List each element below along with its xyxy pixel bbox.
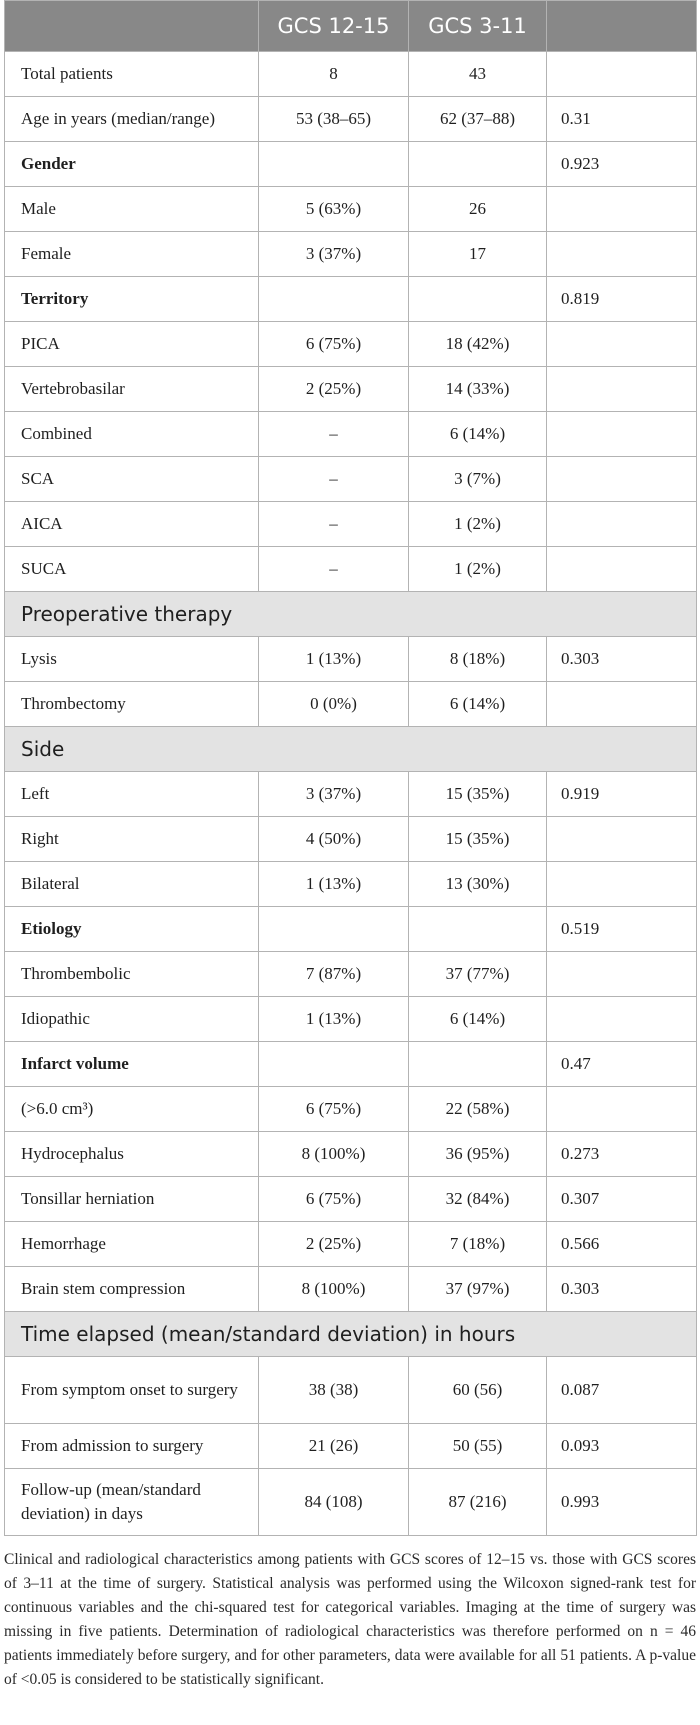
- section-header-row: [5, 727, 697, 772]
- gcs-3-11-value: [409, 1042, 547, 1087]
- header-blank: [5, 1, 259, 52]
- row-label: (>6.0 cm³): [5, 1087, 259, 1132]
- row-label: Brain stem compression: [5, 1267, 259, 1312]
- header-gcs-12-15: GCS 12-15: [259, 1, 409, 52]
- table-row: [5, 52, 697, 97]
- gcs-12-15-value: 8 (100%): [259, 1267, 409, 1312]
- gcs-12-15-value: [259, 142, 409, 187]
- gcs-12-15-value: 7 (87%): [259, 952, 409, 997]
- gcs-12-15-value: 3 (37%): [259, 232, 409, 277]
- table-row: [5, 907, 697, 952]
- row-label: Hydrocephalus: [5, 1132, 259, 1177]
- p-value: [547, 997, 697, 1042]
- section-header-row: [5, 592, 697, 637]
- gcs-12-15-value: 38 (38): [259, 1357, 409, 1424]
- gcs-3-11-value: 14 (33%): [409, 367, 547, 412]
- gcs-3-11-value: [409, 142, 547, 187]
- table-row: [5, 457, 697, 502]
- gcs-3-11-value: 6 (14%): [409, 682, 547, 727]
- gcs-12-15-value: 6 (75%): [259, 322, 409, 367]
- gcs-3-11-value: 22 (58%): [409, 1087, 547, 1132]
- row-label: Follow-up (mean/standard deviation) in days: [5, 1469, 259, 1536]
- row-label: Gender: [5, 142, 259, 187]
- p-value: 0.087: [547, 1357, 697, 1424]
- p-value: [547, 862, 697, 907]
- gcs-3-11-value: 1 (2%): [409, 502, 547, 547]
- table-row: [5, 322, 697, 367]
- gcs-12-15-value: 1 (13%): [259, 997, 409, 1042]
- section-label: Time elapsed (mean/standard deviation) in hours: [5, 1312, 697, 1357]
- row-label: Hemorrhage: [5, 1222, 259, 1267]
- row-label: Combined: [5, 412, 259, 457]
- row-label: Idiopathic: [5, 997, 259, 1042]
- p-value: 0.993: [547, 1469, 697, 1536]
- row-label: SUCA: [5, 547, 259, 592]
- gcs-3-11-value: 15 (35%): [409, 817, 547, 862]
- gcs-12-15-value: 8 (100%): [259, 1132, 409, 1177]
- table-row: [5, 1222, 697, 1267]
- gcs-12-15-value: –: [259, 412, 409, 457]
- row-label: Etiology: [5, 907, 259, 952]
- gcs-3-11-value: [409, 907, 547, 952]
- row-label: From symptom onset to surgery: [5, 1357, 259, 1424]
- row-label: Vertebrobasilar: [5, 367, 259, 412]
- p-value: [547, 322, 697, 367]
- row-label: Tonsillar herniation: [5, 1177, 259, 1222]
- gcs-3-11-value: 6 (14%): [409, 412, 547, 457]
- table-body: [5, 52, 697, 1536]
- gcs-3-11-value: 60 (56): [409, 1357, 547, 1424]
- row-label: Territory: [5, 277, 259, 322]
- section-header-row: [5, 1312, 697, 1357]
- gcs-12-15-value: 6 (75%): [259, 1087, 409, 1132]
- p-value: [547, 547, 697, 592]
- row-label: Female: [5, 232, 259, 277]
- table-row: [5, 412, 697, 457]
- table-row: [5, 1424, 697, 1469]
- row-label: Total patients: [5, 52, 259, 97]
- row-label: Age in years (median/range): [5, 97, 259, 142]
- gcs-12-15-value: [259, 1042, 409, 1087]
- p-value: 0.923: [547, 142, 697, 187]
- gcs-12-15-value: 21 (26): [259, 1424, 409, 1469]
- p-value: 0.307: [547, 1177, 697, 1222]
- gcs-3-11-value: 43: [409, 52, 547, 97]
- table-row: [5, 1469, 697, 1536]
- row-label: From admission to surgery: [5, 1424, 259, 1469]
- table-row: [5, 952, 697, 997]
- gcs-12-15-value: [259, 277, 409, 322]
- characteristics-table: [4, 0, 697, 1536]
- gcs-3-11-value: 13 (30%): [409, 862, 547, 907]
- table-row: [5, 367, 697, 412]
- section-label: Side: [5, 727, 697, 772]
- row-label: PICA: [5, 322, 259, 367]
- gcs-3-11-value: [409, 277, 547, 322]
- gcs-3-11-value: 32 (84%): [409, 1177, 547, 1222]
- table-row: [5, 232, 697, 277]
- table-row: [5, 1357, 697, 1424]
- row-label: Left: [5, 772, 259, 817]
- table-row: [5, 187, 697, 232]
- p-value: [547, 412, 697, 457]
- gcs-3-11-value: 8 (18%): [409, 637, 547, 682]
- p-value: [547, 952, 697, 997]
- row-label: AICA: [5, 502, 259, 547]
- p-value: [547, 232, 697, 277]
- gcs-12-15-value: 84 (108): [259, 1469, 409, 1536]
- section-label: Preoperative therapy: [5, 592, 697, 637]
- header-row: [5, 1, 697, 52]
- row-label: Lysis: [5, 637, 259, 682]
- gcs-12-15-value: –: [259, 547, 409, 592]
- p-value: [547, 817, 697, 862]
- row-label: Thrombectomy: [5, 682, 259, 727]
- gcs-3-11-value: 37 (97%): [409, 1267, 547, 1312]
- gcs-3-11-value: 62 (37–88): [409, 97, 547, 142]
- row-label: Bilateral: [5, 862, 259, 907]
- table-row: [5, 1267, 697, 1312]
- p-value: 0.303: [547, 637, 697, 682]
- p-value: 0.566: [547, 1222, 697, 1267]
- gcs-3-11-value: 87 (216): [409, 1469, 547, 1536]
- row-label: SCA: [5, 457, 259, 502]
- gcs-3-11-value: 26: [409, 187, 547, 232]
- row-label: Right: [5, 817, 259, 862]
- p-value: [547, 457, 697, 502]
- p-value: 0.919: [547, 772, 697, 817]
- p-value: [547, 1087, 697, 1132]
- gcs-12-15-value: 2 (25%): [259, 1222, 409, 1267]
- table-caption: Clinical and radiological characteristics among patients with GCS scores of 12–15 vs. those with GCS scores of 3–11 at the time of surgery. Statistical analysis was performed using the Wilcoxon signed-rank test for continuous variables and the chi-squared test for categorical variables. Imaging at the time of surgery was missing in five patients. Determination of radiological characteristics was therefore performed on n = 46 patients immediately before surgery, and for other parameters, data were available for all 51 patients. A p-value of <0.05 is considered to be statistically significant.: [4, 1551, 696, 1688]
- gcs-3-11-value: 36 (95%): [409, 1132, 547, 1177]
- table-row: [5, 637, 697, 682]
- table-row: [5, 547, 697, 592]
- gcs-12-15-value: 53 (38–65): [259, 97, 409, 142]
- p-value: [547, 52, 697, 97]
- gcs-3-11-value: 7 (18%): [409, 1222, 547, 1267]
- gcs-12-15-value: 2 (25%): [259, 367, 409, 412]
- p-value: [547, 187, 697, 232]
- table-row: [5, 997, 697, 1042]
- p-value: 0.519: [547, 907, 697, 952]
- table-row: [5, 1087, 697, 1132]
- gcs-3-11-value: 6 (14%): [409, 997, 547, 1042]
- table-row: [5, 682, 697, 727]
- p-value: 0.31: [547, 97, 697, 142]
- table-row: [5, 502, 697, 547]
- table-row: [5, 1042, 697, 1087]
- row-label: Infarct volume: [5, 1042, 259, 1087]
- gcs-12-15-value: –: [259, 502, 409, 547]
- gcs-12-15-value: 8: [259, 52, 409, 97]
- p-value: 0.273: [547, 1132, 697, 1177]
- table-row: [5, 817, 697, 862]
- gcs-3-11-value: 15 (35%): [409, 772, 547, 817]
- table-row: [5, 1177, 697, 1222]
- gcs-12-15-value: 3 (37%): [259, 772, 409, 817]
- p-value: 0.47: [547, 1042, 697, 1087]
- gcs-3-11-value: 3 (7%): [409, 457, 547, 502]
- p-value: 0.303: [547, 1267, 697, 1312]
- gcs-3-11-value: 18 (42%): [409, 322, 547, 367]
- table-container: [4, 0, 696, 1536]
- gcs-3-11-value: 50 (55): [409, 1424, 547, 1469]
- p-value: 0.819: [547, 277, 697, 322]
- table-row: [5, 1132, 697, 1177]
- p-value: [547, 502, 697, 547]
- table-row: [5, 142, 697, 187]
- gcs-12-15-value: 1 (13%): [259, 637, 409, 682]
- gcs-3-11-value: 1 (2%): [409, 547, 547, 592]
- p-value: [547, 682, 697, 727]
- gcs-3-11-value: 37 (77%): [409, 952, 547, 997]
- table-row: [5, 862, 697, 907]
- p-value: 0.093: [547, 1424, 697, 1469]
- gcs-12-15-value: 5 (63%): [259, 187, 409, 232]
- table-row: [5, 277, 697, 322]
- gcs-3-11-value: 17: [409, 232, 547, 277]
- gcs-12-15-value: 6 (75%): [259, 1177, 409, 1222]
- table-row: [5, 97, 697, 142]
- row-label: Thrombembolic: [5, 952, 259, 997]
- table-row: [5, 772, 697, 817]
- header-p-value: [547, 1, 697, 52]
- row-label: Male: [5, 187, 259, 232]
- header-gcs-3-11: GCS 3-11: [409, 1, 547, 52]
- p-value: [547, 367, 697, 412]
- gcs-12-15-value: 0 (0%): [259, 682, 409, 727]
- gcs-12-15-value: [259, 907, 409, 952]
- gcs-12-15-value: 4 (50%): [259, 817, 409, 862]
- gcs-12-15-value: –: [259, 457, 409, 502]
- gcs-12-15-value: 1 (13%): [259, 862, 409, 907]
